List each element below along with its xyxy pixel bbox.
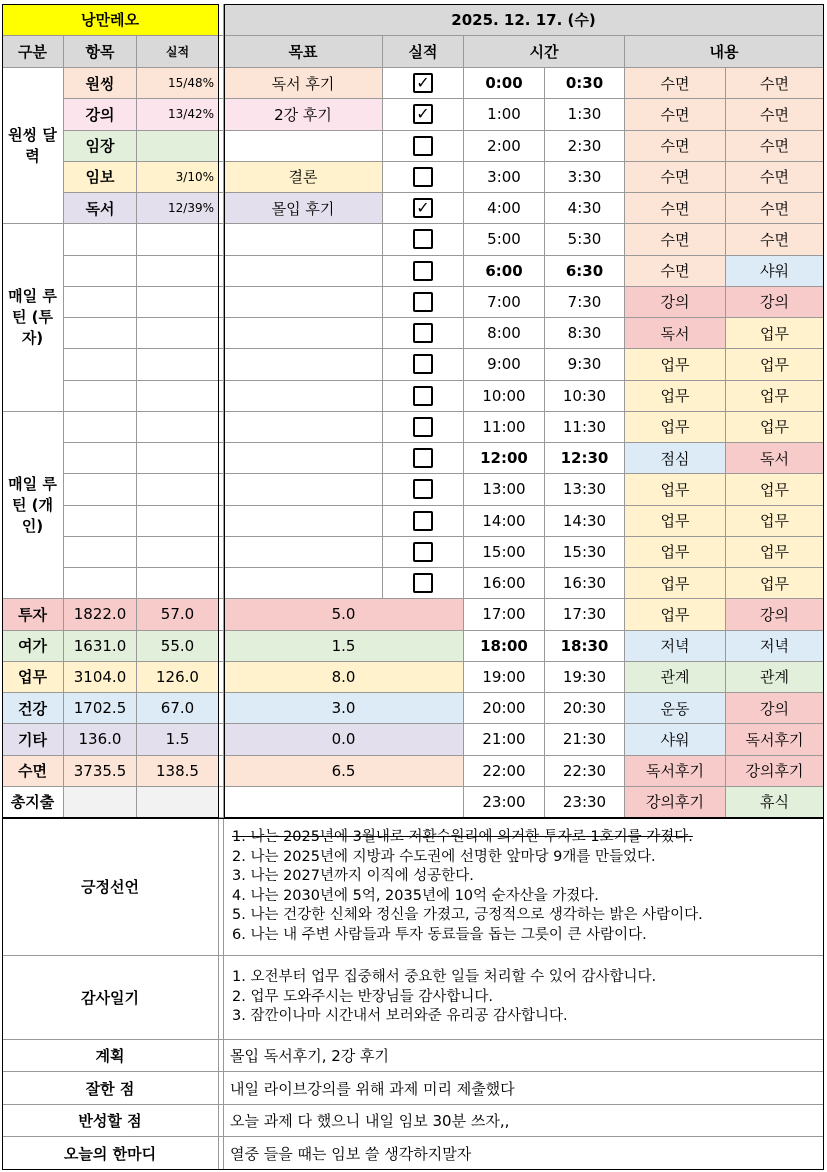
checkbox[interactable] (413, 573, 433, 593)
checkbox-cell (383, 99, 464, 130)
time-end: 0:30 (545, 68, 625, 99)
reflection-text: 오늘 과제 다 했으니 내일 임보 30분 쓰자,, (224, 1105, 824, 1137)
content-first: 업무 (625, 349, 726, 380)
routine-goal (224, 256, 383, 287)
routine-item (64, 287, 137, 318)
content-second: 저녁 (726, 631, 824, 662)
checkbox[interactable] (413, 104, 433, 124)
affirmation-line: 5. 나는 건강한 신체와 정신을 가졌고, 긍정적으로 생각하는 밝은 사람이다. (232, 907, 703, 923)
content-first: 업무 (625, 599, 726, 630)
spacer (219, 693, 224, 724)
col-content: 내용 (625, 36, 824, 68)
checkbox[interactable] (413, 198, 433, 218)
gratitude-label: 감사일기 (2, 956, 219, 1040)
content-second: 강의 (726, 693, 824, 724)
checkbox[interactable] (413, 136, 433, 156)
checkbox-cell (383, 224, 464, 255)
time-end: 7:30 (545, 287, 625, 318)
routine-actual (137, 412, 219, 443)
checkbox[interactable] (413, 386, 433, 406)
content-second: 강의후기 (726, 756, 824, 787)
routine-item (64, 349, 137, 380)
summary-actual: 67.0 (137, 693, 219, 724)
summary-total: 1702.5 (64, 693, 137, 724)
group-routine-invest: 매일 루틴 (투자) (2, 224, 64, 412)
routine-item (64, 568, 137, 599)
checkbox-cell (383, 193, 464, 224)
spacer (219, 443, 224, 474)
content-second: 업무 (726, 537, 824, 568)
time-start: 22:00 (464, 756, 545, 787)
summary-actual: 55.0 (137, 631, 219, 662)
content-second: 업무 (726, 568, 824, 599)
time-end: 12:30 (545, 443, 625, 474)
affirmation-label: 긍정선언 (2, 818, 219, 956)
summary-label: 수면 (2, 756, 64, 787)
content-first: 수면 (625, 162, 726, 193)
spacer (219, 756, 224, 787)
total-label: 총지출 (2, 787, 64, 818)
routine-item (64, 412, 137, 443)
content-second: 수면 (726, 68, 824, 99)
spacer (219, 631, 224, 662)
routine-item (64, 381, 137, 412)
onething-item: 임보 (64, 162, 137, 193)
content-second: 수면 (726, 99, 824, 130)
time-start: 10:00 (464, 381, 545, 412)
time-end: 9:30 (545, 349, 625, 380)
summary-actual: 138.5 (137, 756, 219, 787)
time-start: 0:00 (464, 68, 545, 99)
summary-total: 136.0 (64, 724, 137, 755)
time-end: 2:30 (545, 131, 625, 162)
routine-actual (137, 256, 219, 287)
time-end: 14:30 (545, 506, 625, 537)
routine-item (64, 537, 137, 568)
content-second: 강의 (726, 287, 824, 318)
time-start: 18:00 (464, 631, 545, 662)
spacer (219, 224, 224, 255)
oneword-text: 열중 들을 때는 임보 쓸 생각하지말자 (224, 1137, 824, 1170)
checkbox-cell (383, 349, 464, 380)
time-end: 17:30 (545, 599, 625, 630)
summary-goal: 8.0 (224, 662, 464, 693)
time-end: 18:30 (545, 631, 625, 662)
summary-total: 3735.5 (64, 756, 137, 787)
content-second: 독서후기 (726, 724, 824, 755)
routine-goal (224, 506, 383, 537)
routine-actual (137, 474, 219, 505)
onething-actual: 3/10% (137, 162, 219, 193)
checkbox[interactable] (413, 448, 433, 468)
time-end: 20:30 (545, 693, 625, 724)
content-second: 샤워 (726, 256, 824, 287)
time-start: 11:00 (464, 412, 545, 443)
summary-goal: 3.0 (224, 693, 464, 724)
content-first: 수면 (625, 193, 726, 224)
summary-total: 3104.0 (64, 662, 137, 693)
spacer (219, 287, 224, 318)
good-point-label: 잘한 점 (2, 1072, 219, 1105)
summary-goal: 6.5 (224, 756, 464, 787)
checkbox-cell (383, 287, 464, 318)
time-start: 19:00 (464, 662, 545, 693)
spacer (219, 787, 224, 818)
col-time: 시간 (464, 36, 625, 68)
content-second: 수면 (726, 193, 824, 224)
content-first: 운동 (625, 693, 726, 724)
time-end: 8:30 (545, 318, 625, 349)
onething-actual: 15/48% (137, 68, 219, 99)
time-start: 20:00 (464, 693, 545, 724)
checkbox[interactable] (413, 167, 433, 187)
checkbox-cell (383, 68, 464, 99)
routine-item (64, 224, 137, 255)
content-first: 업무 (625, 412, 726, 443)
gratitude-line: 2. 업무 도와주시는 반장님들 감사합니다. (232, 988, 493, 1005)
time-start: 23:00 (464, 787, 545, 818)
spacer (219, 599, 224, 630)
summary-actual: 126.0 (137, 662, 219, 693)
spacer (219, 537, 224, 568)
group-onething: 원씽 달력 (2, 68, 64, 224)
content-first: 수면 (625, 131, 726, 162)
time-end: 1:30 (545, 99, 625, 130)
col-done: 실적 (383, 36, 464, 68)
checkbox[interactable] (413, 229, 433, 249)
routine-actual (137, 381, 219, 412)
checkbox[interactable] (413, 354, 433, 374)
content-first: 샤워 (625, 724, 726, 755)
time-end: 16:30 (545, 568, 625, 599)
content-second: 업무 (726, 381, 824, 412)
content-first: 관계 (625, 662, 726, 693)
checkbox-cell (383, 443, 464, 474)
spacer (219, 662, 224, 693)
time-end: 11:30 (545, 412, 625, 443)
summary-goal: 1.5 (224, 631, 464, 662)
group-routine-personal: 매일 루틴 (개인) (2, 412, 64, 600)
author-name: 낭만레오 (2, 4, 219, 36)
total-goal (224, 787, 464, 818)
routine-goal (224, 224, 383, 255)
content-second: 업무 (726, 412, 824, 443)
onething-actual (137, 131, 219, 162)
routine-actual (137, 349, 219, 380)
onething-item: 강의 (64, 99, 137, 130)
affirmation-line: 4. 나는 2030년에 5억, 2035년에 10억 순자산을 가졌다. (232, 887, 599, 904)
summary-total: 1822.0 (64, 599, 137, 630)
content-second: 업무 (726, 318, 824, 349)
time-end: 3:30 (545, 162, 625, 193)
time-start: 15:00 (464, 537, 545, 568)
spacer (219, 381, 224, 412)
time-end: 19:30 (545, 662, 625, 693)
col-item: 항목 (64, 36, 137, 68)
spacer (219, 256, 224, 287)
routine-goal (224, 474, 383, 505)
time-start: 3:00 (464, 162, 545, 193)
total-actual (137, 787, 219, 818)
content-first: 수면 (625, 224, 726, 255)
time-start: 1:00 (464, 99, 545, 130)
checkbox[interactable] (413, 261, 433, 281)
time-end: 22:30 (545, 756, 625, 787)
content-first: 강의 (625, 287, 726, 318)
reflection-label: 반성할 점 (2, 1105, 219, 1137)
checkbox-cell (383, 256, 464, 287)
spacer (219, 412, 224, 443)
summary-label: 건강 (2, 693, 64, 724)
gratitude-line: 3. 잠깐이나마 시간내서 보러와준 유리공 감사합니다. (232, 1008, 568, 1025)
onething-item: 독서 (64, 193, 137, 224)
time-start: 5:00 (464, 224, 545, 255)
time-start: 9:00 (464, 349, 545, 380)
sheet-date: 2025. 12. 17. (수) (224, 4, 824, 36)
checkbox[interactable] (413, 323, 433, 343)
summary-label: 여가 (2, 631, 64, 662)
time-start: 2:00 (464, 131, 545, 162)
spacer (219, 568, 224, 599)
routine-item (64, 474, 137, 505)
col-category: 구분 (2, 36, 64, 68)
total-value (64, 787, 137, 818)
content-first: 업무 (625, 474, 726, 505)
spacer (219, 131, 224, 162)
summary-actual: 57.0 (137, 599, 219, 630)
onething-item: 임장 (64, 131, 137, 162)
time-end: 10:30 (545, 381, 625, 412)
content-first: 점심 (625, 443, 726, 474)
content-second: 수면 (726, 162, 824, 193)
time-start: 16:00 (464, 568, 545, 599)
routine-item (64, 256, 137, 287)
good-point-text: 내일 라이브강의를 위해 과제 미리 제출했다 (224, 1072, 824, 1105)
content-second: 관계 (726, 662, 824, 693)
routine-actual (137, 224, 219, 255)
time-end: 6:30 (545, 256, 625, 287)
checkbox[interactable] (413, 511, 433, 531)
content-first: 독서후기 (625, 756, 726, 787)
routine-actual (137, 537, 219, 568)
content-second: 독서 (726, 443, 824, 474)
routine-actual (137, 287, 219, 318)
gratitude-line: 1. 오전부터 업무 집중해서 중요한 일들 처리할 수 있어 감사합니다. (232, 969, 657, 986)
content-second: 업무 (726, 349, 824, 380)
content-first: 업무 (625, 506, 726, 537)
routine-goal (224, 537, 383, 568)
routine-goal (224, 349, 383, 380)
routine-goal (224, 568, 383, 599)
affirmation-line: 3. 나는 2027년까지 이직에 성공한다. (232, 868, 474, 884)
spacer (219, 724, 224, 755)
affirmation-line: 2. 나는 2025년에 지방과 수도권에 선명한 앞마당 9개를 만들었다. (232, 848, 656, 865)
content-first: 업무 (625, 537, 726, 568)
routine-goal (224, 412, 383, 443)
checkbox-cell (383, 318, 464, 349)
summary-label: 업무 (2, 662, 64, 693)
onething-goal (224, 131, 383, 162)
content-second: 업무 (726, 474, 824, 505)
content-first: 수면 (625, 256, 726, 287)
spacer (219, 474, 224, 505)
routine-actual (137, 506, 219, 537)
content-first: 수면 (625, 99, 726, 130)
routine-item (64, 506, 137, 537)
time-end: 15:30 (545, 537, 625, 568)
affirmation-line: 1. 나는 2025년에 3월내로 저환수원리에 의거한 투자로 1호기를 가졌다. (232, 829, 693, 845)
time-end: 4:30 (545, 193, 625, 224)
time-start: 21:00 (464, 724, 545, 755)
content-first: 업무 (625, 381, 726, 412)
content-second: 업무 (726, 506, 824, 537)
checkbox[interactable] (413, 417, 433, 437)
time-start: 7:00 (464, 287, 545, 318)
checkbox-cell (383, 381, 464, 412)
checkbox[interactable] (413, 542, 433, 562)
time-start: 17:00 (464, 599, 545, 630)
onething-actual: 13/42% (137, 99, 219, 130)
checkbox-cell (383, 131, 464, 162)
content-first: 독서 (625, 318, 726, 349)
time-start: 6:00 (464, 256, 545, 287)
spacer (219, 162, 224, 193)
time-end: 23:30 (545, 787, 625, 818)
checkmark-icon: ✓ (416, 104, 430, 124)
checkbox[interactable] (413, 479, 433, 499)
routine-actual (137, 443, 219, 474)
checkmark-icon: ✓ (416, 198, 430, 218)
spacer (219, 506, 224, 537)
content-first: 저녁 (625, 631, 726, 662)
plan-text: 몰입 독서후기, 2강 후기 (224, 1040, 824, 1072)
summary-label: 투자 (2, 599, 64, 630)
checkbox-cell (383, 162, 464, 193)
checkbox-cell (383, 474, 464, 505)
checkbox-cell (383, 506, 464, 537)
affirmation-line: 6. 나는 내 주변 사람들과 투자 동료들을 돕는 그릇이 큰 사람이다. (232, 926, 647, 943)
plan-label: 계획 (2, 1040, 219, 1072)
content-first: 수면 (625, 68, 726, 99)
onething-goal: 결론 (224, 162, 383, 193)
onething-goal: 2강 후기 (224, 99, 383, 130)
routine-goal (224, 287, 383, 318)
time-start: 14:00 (464, 506, 545, 537)
gratitude-text (224, 956, 824, 1040)
col-actual: 실적 (137, 36, 219, 68)
checkbox-cell (383, 568, 464, 599)
routine-actual (137, 318, 219, 349)
content-second: 휴식 (726, 787, 824, 818)
onething-actual: 12/39% (137, 193, 219, 224)
checkbox[interactable] (413, 73, 433, 93)
summary-goal: 5.0 (224, 599, 464, 630)
affirmation-text (224, 818, 824, 956)
content-first: 업무 (625, 568, 726, 599)
spacer (219, 318, 224, 349)
routine-item (64, 443, 137, 474)
checkmark-icon: ✓ (416, 73, 430, 93)
content-first: 강의후기 (625, 787, 726, 818)
time-end: 21:30 (545, 724, 625, 755)
checkbox[interactable] (413, 292, 433, 312)
time-start: 4:00 (464, 193, 545, 224)
col-goal: 목표 (224, 36, 383, 68)
spacer (219, 99, 224, 130)
summary-goal: 0.0 (224, 724, 464, 755)
content-second: 수면 (726, 131, 824, 162)
time-start: 12:00 (464, 443, 545, 474)
onething-goal: 몰입 후기 (224, 193, 383, 224)
routine-goal (224, 381, 383, 412)
routine-actual (137, 568, 219, 599)
routine-goal (224, 318, 383, 349)
spacer (219, 193, 224, 224)
routine-goal (224, 443, 383, 474)
summary-actual: 1.5 (137, 724, 219, 755)
spacer (219, 68, 224, 99)
routine-item (64, 318, 137, 349)
onething-item: 원씽 (64, 68, 137, 99)
time-start: 8:00 (464, 318, 545, 349)
summary-total: 1631.0 (64, 631, 137, 662)
summary-label: 기타 (2, 724, 64, 755)
time-start: 13:00 (464, 474, 545, 505)
onething-goal: 독서 후기 (224, 68, 383, 99)
spacer (219, 349, 224, 380)
content-second: 수면 (726, 224, 824, 255)
oneword-label: 오늘의 한마디 (2, 1137, 219, 1170)
checkbox-cell (383, 412, 464, 443)
time-end: 13:30 (545, 474, 625, 505)
time-end: 5:30 (545, 224, 625, 255)
checkbox-cell (383, 537, 464, 568)
content-second: 강의 (726, 599, 824, 630)
